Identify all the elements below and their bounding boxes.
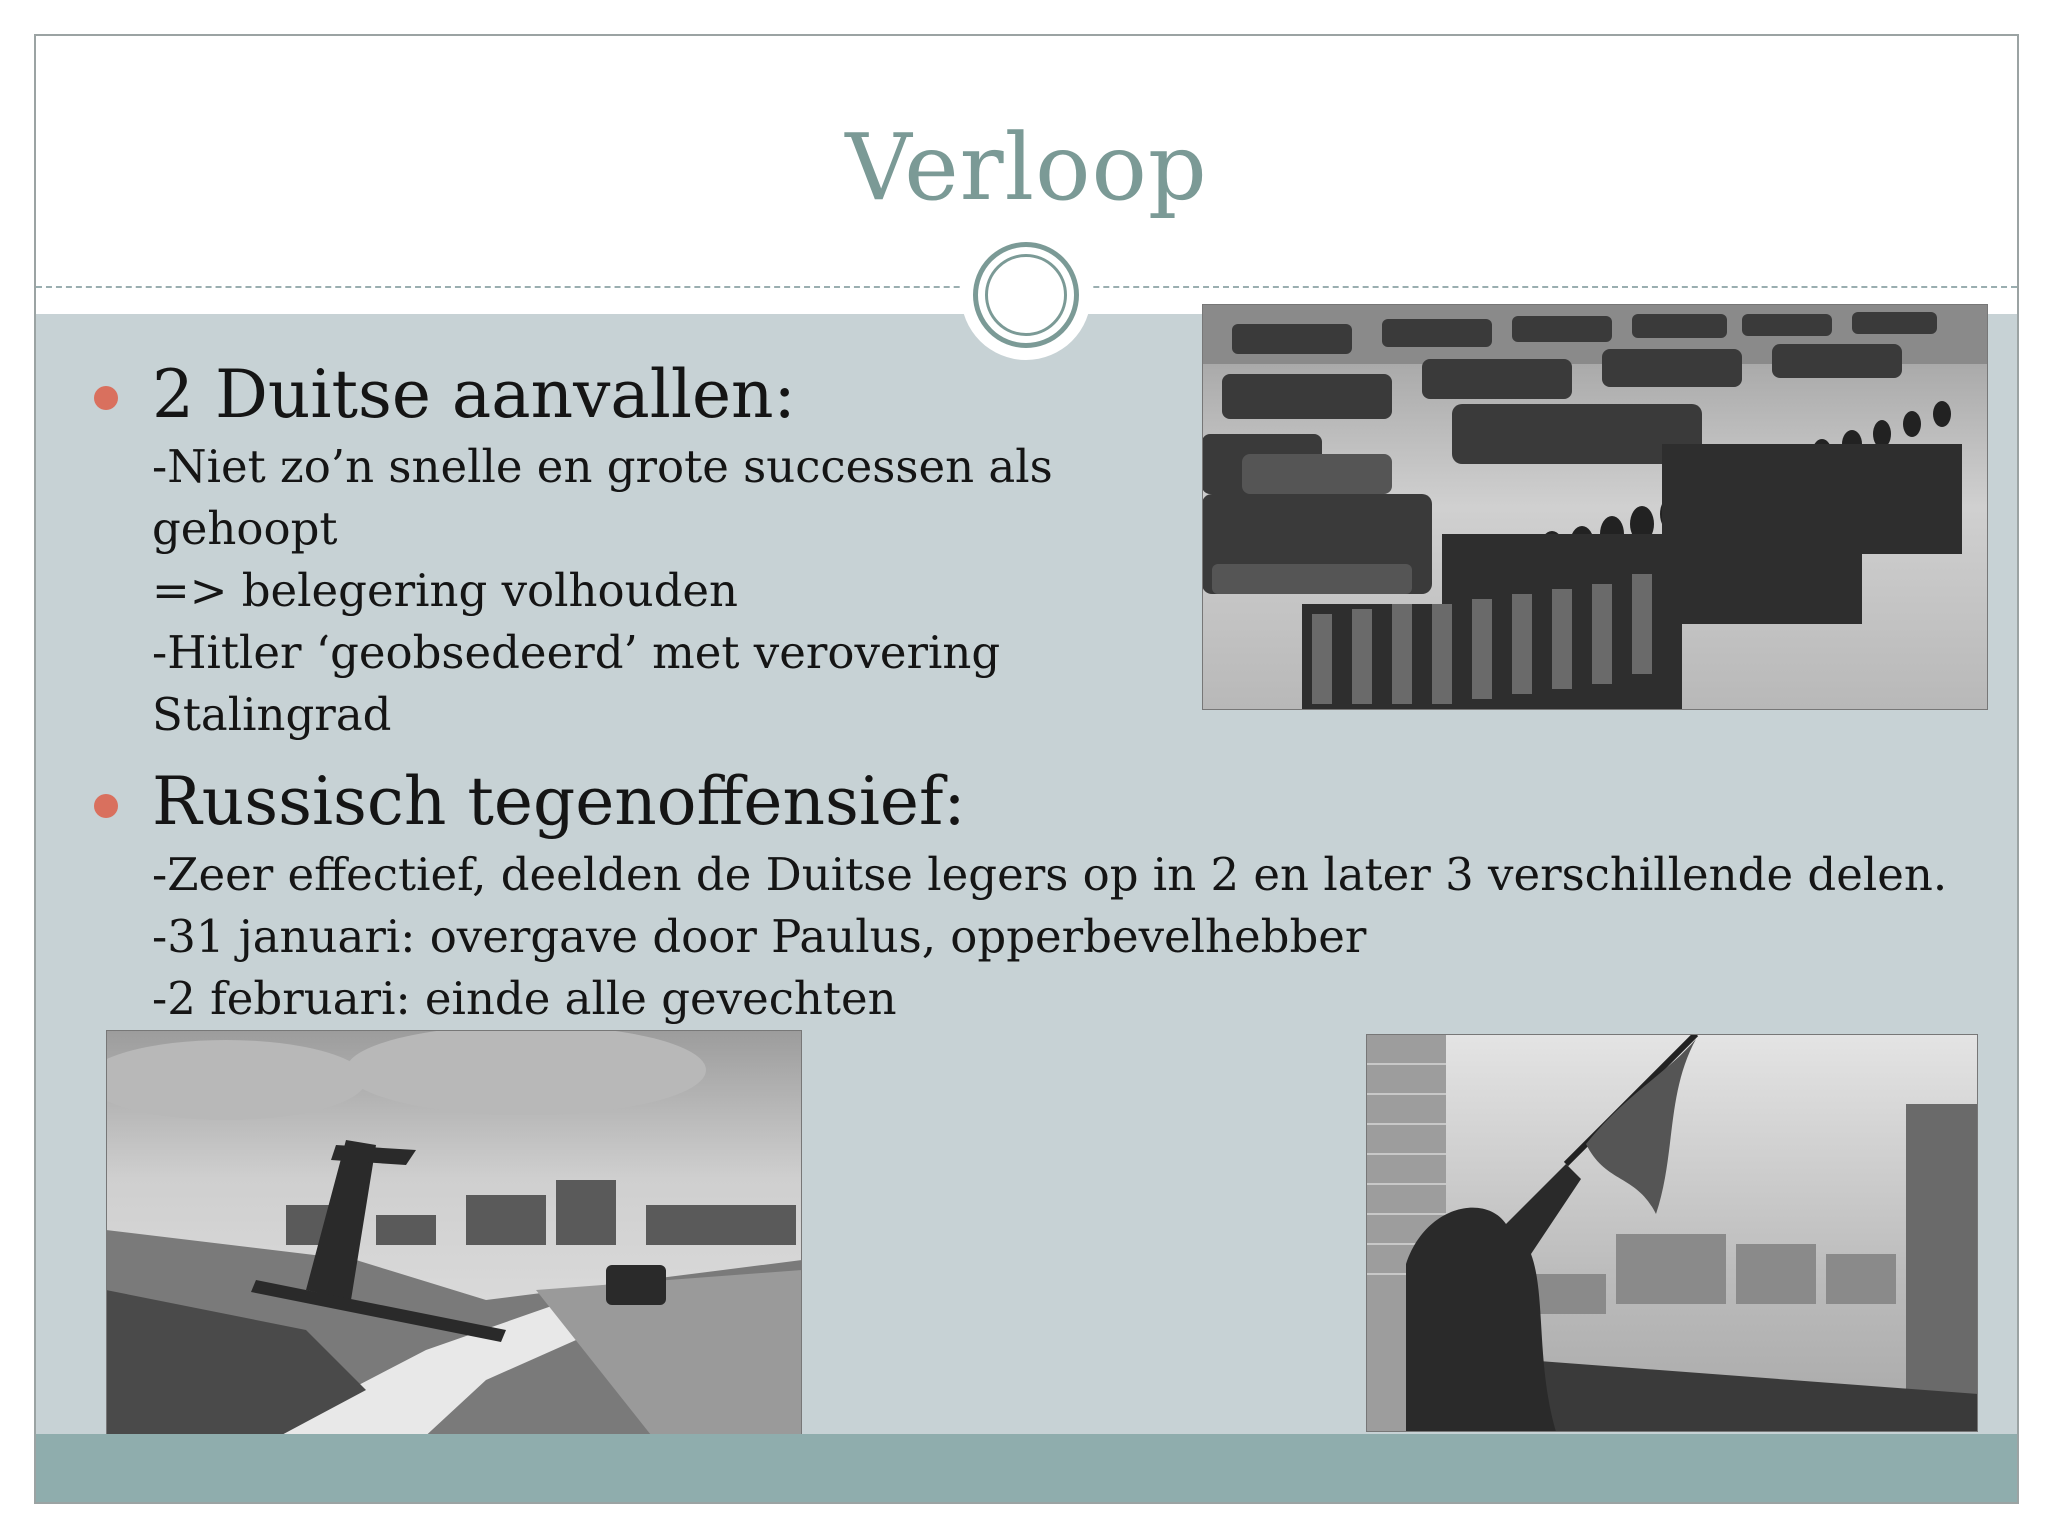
circle-ring xyxy=(973,242,1079,348)
bullet-icon xyxy=(94,794,118,818)
photo-crashed-plane xyxy=(106,1030,802,1454)
section-1-line-1: -Niet zo’n snelle en grote successen als xyxy=(152,440,1053,493)
slide-title: Verloop xyxy=(845,114,1208,221)
section-2-heading: Russisch tegenoffensief: xyxy=(152,763,966,840)
photo-flag-raising xyxy=(1366,1034,1978,1432)
divider-circle-icon xyxy=(961,230,1091,360)
section-1-line-5: Stalingrad xyxy=(152,688,392,741)
slide xyxy=(34,34,2019,1504)
photo-tanks-troops xyxy=(1202,304,1988,710)
section-1-line-2: gehoopt xyxy=(152,502,338,555)
section-2-line-2: -31 januari: overgave door Paulus, opperbevelhebber xyxy=(152,910,1367,963)
circle-ring-inner xyxy=(985,254,1067,336)
bullet-icon xyxy=(94,386,118,410)
section-1-line-3: => belegering volhouden xyxy=(152,564,738,617)
section-1-line-4: -Hitler ‘geobsedeerd’ met verovering xyxy=(152,626,1001,679)
section-2-line-1: -Zeer effectief, deelden de Duitse legers op in 2 en later 3 verschillende delen. xyxy=(152,848,1948,901)
footer-band xyxy=(36,1434,2017,1504)
section-2-line-3: -2 februari: einde alle gevechten xyxy=(152,972,897,1025)
section-1-heading: 2 Duitse aanvallen: xyxy=(152,356,796,433)
